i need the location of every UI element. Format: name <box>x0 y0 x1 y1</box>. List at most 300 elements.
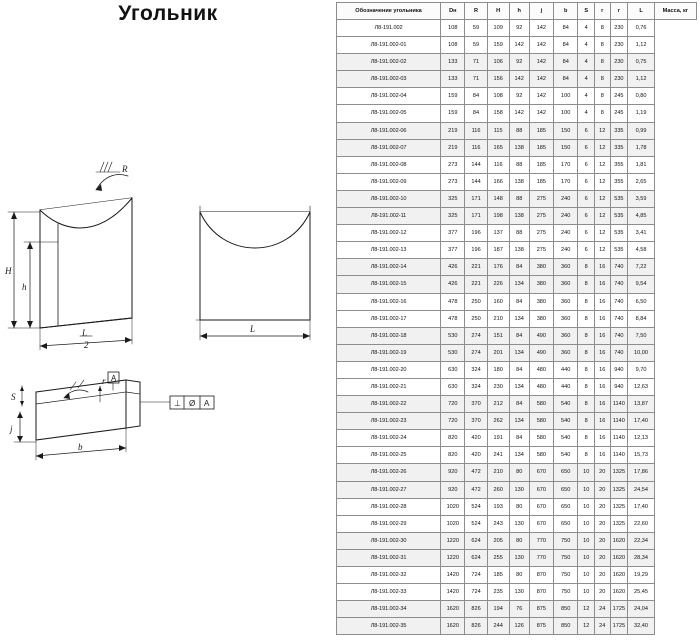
cell-value: 16 <box>595 396 611 413</box>
cell-value: 116 <box>487 156 509 173</box>
cell-value: 171 <box>465 208 487 225</box>
cell-value: 245 <box>610 105 628 122</box>
figure-side-view <box>196 206 310 340</box>
cell-value: 490 <box>529 344 553 361</box>
cell-value: 4 <box>578 105 595 122</box>
cell-value: 159 <box>487 37 509 54</box>
cell-designation: Л8-191.002-28 <box>337 498 441 515</box>
cell-value: 370 <box>465 413 487 430</box>
cell-value: 150 <box>554 139 578 156</box>
cell-value: 16 <box>595 430 611 447</box>
cell-value: 920 <box>441 464 465 481</box>
cell-designation: Л8-191.002-12 <box>337 225 441 242</box>
cell-value: 8 <box>578 344 595 361</box>
cell-value: 420 <box>465 447 487 464</box>
cell-value: 221 <box>465 259 487 276</box>
cell-value: 142 <box>509 37 529 54</box>
page-title: Угольник <box>118 2 218 25</box>
table-row <box>337 396 697 413</box>
cell-value: 1,81 <box>628 156 655 173</box>
cell-value: 142 <box>509 71 529 88</box>
header-s: S <box>578 3 595 20</box>
cell-value: 535 <box>610 242 628 259</box>
cell-value: 535 <box>610 225 628 242</box>
cell-value: 84 <box>554 37 578 54</box>
cell-value: 16 <box>595 378 611 395</box>
cell-value: 4,85 <box>628 208 655 225</box>
cell-value: 360 <box>554 327 578 344</box>
cell-value: 275 <box>529 190 553 207</box>
table-row <box>337 293 697 310</box>
cell-value: 740 <box>610 310 628 327</box>
cell-value: 134 <box>509 447 529 464</box>
cell-value: 8 <box>578 413 595 430</box>
cell-value: 12 <box>595 156 611 173</box>
cell-value: 16 <box>595 310 611 327</box>
cell-value: 10 <box>578 515 595 532</box>
cell-value: 156 <box>487 71 509 88</box>
cell-value: 158 <box>487 105 509 122</box>
table-row <box>337 105 697 122</box>
cell-value: 84 <box>509 259 529 276</box>
cell-value: 1220 <box>441 549 465 566</box>
table-row <box>337 190 697 207</box>
table-row <box>337 447 697 464</box>
table-row <box>337 344 697 361</box>
gcs-value: Ø <box>189 399 196 408</box>
cell-value: 324 <box>465 378 487 395</box>
cell-designation: Л8-191.002-29 <box>337 515 441 532</box>
cell-value: 84 <box>509 430 529 447</box>
table-header-row <box>337 3 697 20</box>
cell-value: 750 <box>554 549 578 566</box>
cell-designation: Л8-191.002-11 <box>337 208 441 225</box>
datum-a-top: A <box>111 374 117 383</box>
cell-value: 76 <box>509 601 529 618</box>
cell-value: 196 <box>465 242 487 259</box>
cell-value: 4 <box>578 37 595 54</box>
cell-value: 12 <box>595 190 611 207</box>
cell-value: 335 <box>610 122 628 139</box>
cell-value: 138 <box>509 139 529 156</box>
cell-value: 15,73 <box>628 447 655 464</box>
cell-value: 193 <box>487 498 509 515</box>
cell-value: 750 <box>554 567 578 584</box>
cell-designation: Л8-191.002-32 <box>337 567 441 584</box>
cell-value: 1020 <box>441 498 465 515</box>
cell-value: 250 <box>465 293 487 310</box>
header-g: г <box>595 3 611 20</box>
cell-value: 12 <box>595 225 611 242</box>
cell-value: 325 <box>441 190 465 207</box>
cell-value: 16 <box>595 361 611 378</box>
cell-value: 134 <box>509 344 529 361</box>
cell-value: 255 <box>487 549 509 566</box>
cell-value: 580 <box>529 396 553 413</box>
cell-value: 1620 <box>610 549 628 566</box>
cell-value: 1,12 <box>628 71 655 88</box>
cell-value: 20 <box>595 532 611 549</box>
cell-value: 8 <box>595 88 611 105</box>
cell-value: 133 <box>441 71 465 88</box>
cell-value: 650 <box>554 498 578 515</box>
cell-value: 8 <box>595 105 611 122</box>
cell-value: 273 <box>441 156 465 173</box>
cell-value: 4 <box>578 88 595 105</box>
cell-value: 20 <box>595 567 611 584</box>
table-row <box>337 156 697 173</box>
cell-value: 22,34 <box>628 532 655 549</box>
cell-value: 4 <box>578 54 595 71</box>
cell-value: 16 <box>595 413 611 430</box>
table-row <box>337 276 697 293</box>
cell-value: 426 <box>441 259 465 276</box>
cell-value: 210 <box>487 310 509 327</box>
table-row <box>337 532 697 549</box>
header-name: Обозначение угольника <box>337 3 441 20</box>
cell-value: 580 <box>529 430 553 447</box>
table-row <box>337 242 697 259</box>
cell-value: 166 <box>487 173 509 190</box>
cell-designation: Л8-191.002-31 <box>337 549 441 566</box>
cell-value: 8 <box>578 293 595 310</box>
cell-value: 724 <box>465 584 487 601</box>
table-row <box>337 20 697 37</box>
cell-value: 134 <box>509 310 529 327</box>
cell-value: 191 <box>487 430 509 447</box>
cell-value: 212 <box>487 396 509 413</box>
cell-value: 670 <box>529 481 553 498</box>
cell-value: 170 <box>554 156 578 173</box>
cell-value: 770 <box>529 549 553 566</box>
cell-value: 1620 <box>610 584 628 601</box>
cell-designation: Л8-191.002-08 <box>337 156 441 173</box>
header-l: L <box>628 3 655 20</box>
cell-value: 380 <box>529 293 553 310</box>
cell-value: 480 <box>529 361 553 378</box>
cell-value: 12 <box>578 618 595 635</box>
cell-designation: Л8-191.002-22 <box>337 396 441 413</box>
cell-value: 920 <box>441 481 465 498</box>
cell-value: 324 <box>465 361 487 378</box>
cell-value: 10 <box>578 567 595 584</box>
cell-value: 19,29 <box>628 567 655 584</box>
cell-value: 12 <box>595 173 611 190</box>
cell-value: 1420 <box>441 567 465 584</box>
cell-value: 260 <box>487 481 509 498</box>
cell-designation: Л8-191.002-14 <box>337 259 441 276</box>
cell-value: 10,00 <box>628 344 655 361</box>
cell-value: 12 <box>595 139 611 156</box>
cell-value: 10 <box>578 549 595 566</box>
cell-value: 3,59 <box>628 190 655 207</box>
cell-value: 377 <box>441 242 465 259</box>
cell-value: 84 <box>465 88 487 105</box>
cell-value: 88 <box>509 225 529 242</box>
cell-value: 10 <box>578 481 595 498</box>
cell-value: 650 <box>554 515 578 532</box>
cell-value: 8 <box>578 276 595 293</box>
header-h: H <box>487 3 509 20</box>
cell-value: 8 <box>578 396 595 413</box>
cell-value: 138 <box>509 173 529 190</box>
cell-value: 630 <box>441 361 465 378</box>
cell-value: 10 <box>578 532 595 549</box>
cell-value: 1725 <box>610 618 628 635</box>
cell-value: 870 <box>529 584 553 601</box>
cell-value: 92 <box>509 54 529 71</box>
cell-value: 138 <box>509 242 529 259</box>
table-row <box>337 173 697 190</box>
cell-value: 740 <box>610 259 628 276</box>
cell-value: 1140 <box>610 447 628 464</box>
cell-value: 8 <box>595 54 611 71</box>
cell-value: 22,60 <box>628 515 655 532</box>
cell-value: 1220 <box>441 532 465 549</box>
cell-value: 8 <box>578 327 595 344</box>
cell-value: 478 <box>441 293 465 310</box>
label-S: S <box>11 392 16 402</box>
cell-value: 2,65 <box>628 173 655 190</box>
cell-value: 88 <box>509 156 529 173</box>
cell-value: 580 <box>529 447 553 464</box>
cell-value: 325 <box>441 208 465 225</box>
cell-value: 360 <box>554 344 578 361</box>
cell-value: 274 <box>465 344 487 361</box>
cell-value: 20 <box>595 584 611 601</box>
cell-value: 1,78 <box>628 139 655 156</box>
cell-value: 8 <box>578 361 595 378</box>
cell-value: 144 <box>465 173 487 190</box>
cell-designation: Л8-191.002-17 <box>337 310 441 327</box>
header-mass: Масса, кг <box>654 3 696 20</box>
cell-value: 17,86 <box>628 464 655 481</box>
cell-value: 12 <box>595 242 611 259</box>
cell-value: 9,70 <box>628 361 655 378</box>
cell-value: 8 <box>578 447 595 464</box>
cell-designation: Л8-191.002-35 <box>337 618 441 635</box>
table-row <box>337 327 697 344</box>
cell-value: 71 <box>465 54 487 71</box>
cell-value: 524 <box>465 498 487 515</box>
cell-value: 84 <box>554 54 578 71</box>
cell-value: 138 <box>509 208 529 225</box>
cell-designation: Л8-191.002 <box>337 20 441 37</box>
cell-designation: Л8-191.002-04 <box>337 88 441 105</box>
cell-value: 540 <box>554 396 578 413</box>
cell-value: 6 <box>578 208 595 225</box>
cell-value: 7,22 <box>628 259 655 276</box>
cell-value: 17,40 <box>628 498 655 515</box>
cell-value: 472 <box>465 464 487 481</box>
cell-value: 420 <box>465 430 487 447</box>
cell-value: 205 <box>487 532 509 549</box>
gcs-symbol: ⊥ <box>174 399 181 408</box>
cell-value: 273 <box>441 173 465 190</box>
table-row <box>337 584 697 601</box>
cell-value: 0,80 <box>628 88 655 105</box>
label-L-half-num: L <box>82 328 88 338</box>
cell-value: 12 <box>595 208 611 225</box>
cell-value: 250 <box>465 310 487 327</box>
cell-value: 380 <box>529 259 553 276</box>
cell-value: 6 <box>578 190 595 207</box>
cell-value: 171 <box>465 190 487 207</box>
cell-value: 71 <box>465 71 487 88</box>
table-row <box>337 413 697 430</box>
cell-value: 9,54 <box>628 276 655 293</box>
cell-value: 244 <box>487 618 509 635</box>
cell-value: 130 <box>509 549 529 566</box>
cell-value: 92 <box>509 88 529 105</box>
cell-value: 540 <box>554 413 578 430</box>
cell-value: 8 <box>578 310 595 327</box>
cell-designation: Л8-191.002-16 <box>337 293 441 310</box>
cell-value: 6 <box>578 139 595 156</box>
header-h1: h <box>509 3 529 20</box>
cell-value: 1620 <box>441 618 465 635</box>
label-L: L <box>250 324 256 334</box>
cell-value: 12 <box>578 601 595 618</box>
table-body <box>337 20 697 635</box>
cell-value: 28,34 <box>628 549 655 566</box>
table-row <box>337 54 697 71</box>
cell-value: 8 <box>595 71 611 88</box>
cell-designation: Л8-191.002-06 <box>337 122 441 139</box>
cell-value: 133 <box>441 54 465 71</box>
cell-value: 8 <box>578 259 595 276</box>
cell-designation: Л8-191.002-02 <box>337 54 441 71</box>
cell-value: 4 <box>578 20 595 37</box>
cell-value: 142 <box>529 88 553 105</box>
cell-value: 84 <box>509 361 529 378</box>
cell-value: 360 <box>554 293 578 310</box>
spec-table <box>336 2 697 635</box>
cell-value: 17,40 <box>628 413 655 430</box>
cell-value: 24,54 <box>628 481 655 498</box>
label-R: R <box>122 164 128 174</box>
drawing-panel <box>0 0 336 640</box>
header-b: b <box>554 3 578 20</box>
table-row <box>337 88 697 105</box>
cell-value: 530 <box>441 344 465 361</box>
cell-value: 170 <box>554 173 578 190</box>
cell-value: 670 <box>529 498 553 515</box>
cell-value: 20 <box>595 515 611 532</box>
cell-value: 16 <box>595 293 611 310</box>
cell-value: 20 <box>595 464 611 481</box>
cell-value: 490 <box>529 327 553 344</box>
cell-value: 440 <box>554 361 578 378</box>
cell-value: 1,19 <box>628 105 655 122</box>
cell-value: 240 <box>554 190 578 207</box>
cell-value: 84 <box>509 293 529 310</box>
cell-value: 4 <box>578 71 595 88</box>
cell-value: 180 <box>487 361 509 378</box>
cell-value: 4,58 <box>628 242 655 259</box>
cell-value: 770 <box>529 532 553 549</box>
cell-value: 1620 <box>610 532 628 549</box>
table-row <box>337 481 697 498</box>
cell-value: 100 <box>554 88 578 105</box>
cell-value: 8 <box>578 378 595 395</box>
cell-value: 230 <box>610 54 628 71</box>
cell-value: 20 <box>595 549 611 566</box>
table-row <box>337 71 697 88</box>
cell-value: 144 <box>465 156 487 173</box>
cell-value: 524 <box>465 515 487 532</box>
cell-value: 150 <box>554 122 578 139</box>
cell-value: 740 <box>610 327 628 344</box>
cell-value: 6 <box>578 225 595 242</box>
cell-value: 6 <box>578 242 595 259</box>
cell-value: 115 <box>487 122 509 139</box>
cell-value: 377 <box>441 225 465 242</box>
cell-value: 724 <box>465 567 487 584</box>
label-H: H <box>5 266 12 276</box>
cell-value: 142 <box>509 105 529 122</box>
cell-value: 870 <box>529 567 553 584</box>
cell-value: 0,99 <box>628 122 655 139</box>
cell-designation: Л8-191.002-19 <box>337 344 441 361</box>
cell-value: 159 <box>441 105 465 122</box>
header-r: R <box>465 3 487 20</box>
cell-value: 185 <box>529 122 553 139</box>
cell-value: 185 <box>487 567 509 584</box>
cell-value: 88 <box>509 190 529 207</box>
table-row <box>337 259 697 276</box>
cell-value: 88 <box>509 122 529 139</box>
cell-value: 235 <box>487 584 509 601</box>
label-r: r <box>102 376 106 386</box>
cell-value: 230 <box>610 37 628 54</box>
cell-value: 245 <box>610 88 628 105</box>
cell-value: 126 <box>509 618 529 635</box>
table-row <box>337 601 697 618</box>
cell-designation: Л8-191.002-26 <box>337 464 441 481</box>
cell-value: 624 <box>465 532 487 549</box>
cell-value: 540 <box>554 430 578 447</box>
cell-value: 720 <box>441 396 465 413</box>
cell-value: 84 <box>465 105 487 122</box>
cell-value: 194 <box>487 601 509 618</box>
cell-value: 335 <box>610 139 628 156</box>
cell-value: 0,76 <box>628 20 655 37</box>
cell-value: 201 <box>487 344 509 361</box>
cell-value: 650 <box>554 481 578 498</box>
cell-value: 32,40 <box>628 618 655 635</box>
cell-designation: Л8-191.002-24 <box>337 430 441 447</box>
cell-value: 1725 <box>610 601 628 618</box>
spec-table-panel <box>336 2 698 638</box>
cell-value: 109 <box>487 20 509 37</box>
cell-value: 740 <box>610 293 628 310</box>
cell-value: 59 <box>465 20 487 37</box>
cell-value: 1140 <box>610 396 628 413</box>
cell-value: 219 <box>441 122 465 139</box>
cell-value: 59 <box>465 37 487 54</box>
cell-value: 740 <box>610 276 628 293</box>
cell-designation: Л8-191.002-07 <box>337 139 441 156</box>
cell-value: 1620 <box>441 601 465 618</box>
cell-value: 750 <box>554 584 578 601</box>
cell-value: 580 <box>529 413 553 430</box>
cell-value: 243 <box>487 515 509 532</box>
table-row <box>337 618 697 635</box>
cell-value: 360 <box>554 259 578 276</box>
cell-value: 624 <box>465 549 487 566</box>
cell-value: 875 <box>529 601 553 618</box>
